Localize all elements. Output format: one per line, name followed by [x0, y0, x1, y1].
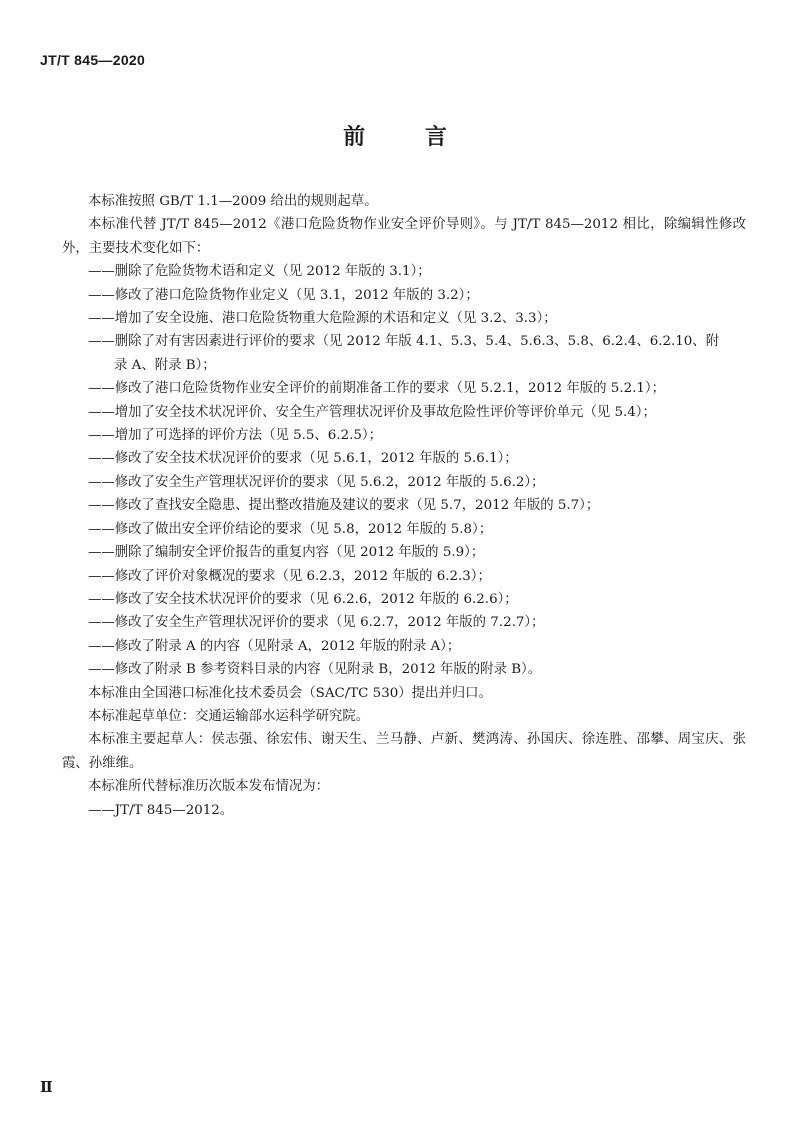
foreword-body: [62, 190, 746, 822]
paragraph-drafting-unit: 本标准起草单位：交通运输部水运科学研究院。: [88, 708, 370, 724]
change-item-continuation: 录 A、附录 B）；: [114, 357, 216, 373]
change-item: ——修改了安全生产管理状况评价的要求（见 6.2.7，2012 年版的 7.2.7）；: [88, 615, 545, 631]
change-item: ——修改了港口危险货物作业安全评价的前期准备工作的要求（见 5.2.1，2012 年版的 5.2.1）；: [88, 381, 665, 397]
change-item: ——修改了查找安全隐患、提出整改措施及建议的要求（见 5.7，2012 年版的 5.7）；: [88, 498, 600, 514]
page-title: 前 言: [343, 125, 473, 150]
change-item: ——修改了港口危险货物作业定义（见 3.1，2012 年版的 3.2）；: [88, 287, 479, 303]
change-item: ——增加了可选择的评价方法（见 5.5、6.2.5）；: [88, 428, 382, 444]
change-item: ——修改了附录 A 的内容（见附录 A，2012 年版的附录 A）；: [88, 638, 461, 654]
paragraph-proposer: 本标准由全国港口标准化技术委员会（SAC/TC 530）提出并归口。: [88, 685, 492, 701]
change-item: ——删除了危险货物术语和定义（见 2012 年版的 3.1）；: [88, 264, 431, 280]
paragraph-replacement-statement: 本标准代替 JT/T 845—2012《港口危险货物作业安全评价导则》。与 JT/T 845—2012 相比，除编辑性修改外，主要技术变化如下：: [62, 217, 746, 256]
paragraph-drafters: 本标准主要起草人：侯志强、徐宏伟、谢天生、兰马静、卢新、樊鸿涛、孙国庆、徐连胜、邵攀、周宝庆、张霞、孙维维。: [62, 732, 746, 771]
change-item-multiline: [62, 330, 746, 377]
change-item-line: ——删除了对有害因素进行评价的要求（见 2012 年版 4.1、5.3、5.4、5.6.3、5.8、6.2.4、6.2.10、附: [88, 334, 720, 350]
history-item: ——JT/T 845—2012。: [88, 802, 234, 818]
standard-code: JT/T 845—2020: [40, 52, 146, 68]
change-item: ——删除了编制安全评价报告的重复内容（见 2012 年版的 5.9）；: [88, 545, 485, 561]
change-item: ——修改了安全生产管理状况评价的要求（见 5.6.2，2012 年版的 5.6.2）；: [88, 474, 545, 490]
change-item: ——修改了评价对象概况的要求（见 6.2.3，2012 年版的 6.2.3）；: [88, 568, 491, 584]
paragraph-drafting-rules: 本标准按照 GB/T 1.1—2009 给出的规则起草。: [88, 194, 378, 209]
change-item: ——修改了安全技术状况评价的要求（见 5.6.1，2012 年版的 5.6.1）；: [88, 451, 518, 467]
paragraph-history-intro: 本标准所代替标准历次版本发布情况为：: [88, 779, 330, 795]
page-number: Ⅱ: [40, 1078, 52, 1096]
change-item: ——增加了安全设施、港口危险货物重大危险源的术语和定义（见 3.2、3.3）；: [88, 311, 557, 327]
change-item: ——修改了附录 B 参考资料目录的内容（见附录 B，2012 年版的附录 B）。: [88, 662, 542, 678]
change-item: ——修改了安全技术状况评价的要求（见 6.2.6，2012 年版的 6.2.6）；: [88, 591, 518, 607]
change-item: ——修改了做出安全评价结论的要求（见 5.8，2012 年版的 5.8）；: [88, 521, 493, 537]
change-item: ——增加了安全技术状况评价、安全生产管理状况评价及事故危险性评价等评价单元（见 5.4）；: [88, 404, 656, 420]
